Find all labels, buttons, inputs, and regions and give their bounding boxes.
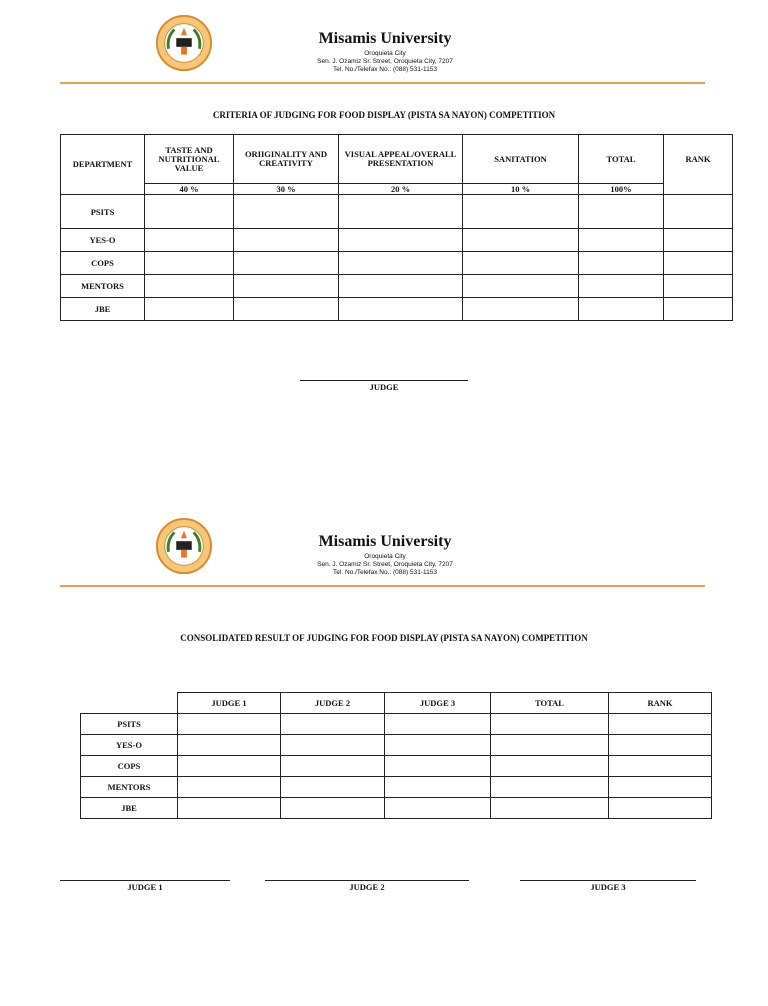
header-sanitation: SANITATION [463,135,579,184]
score-cell[interactable] [385,756,491,777]
row-label: PSITS [81,714,178,735]
score-cell[interactable] [579,275,664,298]
score-cell[interactable] [579,229,664,252]
score-cell[interactable] [178,756,281,777]
score-cell[interactable] [491,735,609,756]
score-cell[interactable] [145,275,234,298]
score-cell[interactable] [281,714,385,735]
header-rank: RANK [609,693,712,714]
header-visual: VISUAL APPEAL/OVERALL PRESENTATION [339,135,463,184]
table-row [81,714,712,735]
judge1-signature-line[interactable] [60,880,230,881]
score-cell[interactable] [664,298,733,321]
score-cell[interactable] [579,252,664,275]
row-label: YES-O [81,735,178,756]
score-cell[interactable] [664,195,733,229]
weight-taste: 40 % [145,184,234,195]
score-cell[interactable] [463,298,579,321]
row-label: COPS [61,252,145,275]
judge2-signature-label: JUDGE 2 [349,882,385,892]
judge-signature-line[interactable] [300,380,468,381]
score-cell[interactable] [385,798,491,819]
row-label: JBE [81,798,178,819]
score-cell[interactable] [339,298,463,321]
score-cell[interactable] [339,275,463,298]
weight-visual: 20 % [339,184,463,195]
university-seal-icon [155,517,213,575]
score-cell[interactable] [463,252,579,275]
table-row [61,229,733,252]
university-street: Sen. J. Ozamiz Sr. Street, Oroquieta City, 7207 [317,58,453,65]
row-label: COPS [81,756,178,777]
score-cell[interactable] [234,195,339,229]
empty-corner [81,693,178,714]
score-cell[interactable] [664,229,733,252]
score-cell[interactable] [234,275,339,298]
table-row [61,298,733,321]
table-row [81,756,712,777]
score-cell[interactable] [145,195,234,229]
score-cell[interactable] [281,777,385,798]
score-cell[interactable] [491,798,609,819]
score-cell[interactable] [178,714,281,735]
score-cell[interactable] [178,777,281,798]
score-cell[interactable] [609,777,712,798]
header-judge3: JUDGE 3 [385,693,491,714]
score-cell[interactable] [579,298,664,321]
score-cell[interactable] [609,798,712,819]
score-cell[interactable] [145,298,234,321]
university-street: Sen. J. Ozamiz Sr. Street, Oroquieta City, 7207 [317,561,453,568]
header-department: DEPARTMENT [61,135,145,195]
table-row [81,777,712,798]
score-cell[interactable] [178,735,281,756]
score-cell[interactable] [281,798,385,819]
score-cell[interactable] [609,756,712,777]
score-cell[interactable] [491,714,609,735]
university-phone: Tel. No./Telefax No.: (088) 531-1153 [333,569,437,576]
university-name: Misamis University [318,30,452,47]
score-cell[interactable] [234,229,339,252]
judge2-signature-line[interactable] [265,880,469,881]
row-label: PSITS [61,195,145,229]
row-label: MENTORS [61,275,145,298]
header-total: TOTAL [491,693,609,714]
university-name: Misamis University [318,533,452,550]
criteria-title: CRITERIA OF JUDGING FOR FOOD DISPLAY (PISTA SA NAYON) COMPETITION [212,110,556,120]
judge-signature-label: JUDGE [369,382,399,392]
score-cell[interactable] [281,735,385,756]
criteria-table [60,134,733,321]
consolidated-title: CONSOLIDATED RESULT OF JUDGING FOR FOOD DISPLAY (PISTA SA NAYON) COMPETITION [180,633,588,643]
score-cell[interactable] [234,252,339,275]
header-judge1: JUDGE 1 [178,693,281,714]
score-cell[interactable] [463,275,579,298]
score-cell[interactable] [234,298,339,321]
score-cell[interactable] [609,714,712,735]
score-cell[interactable] [463,229,579,252]
table-row [61,252,733,275]
university-city: Oroquieta City [364,553,406,560]
score-cell[interactable] [145,229,234,252]
score-cell[interactable] [145,252,234,275]
table-row [81,735,712,756]
header-originality: ORIIGINALITY AND CREATIVITY [234,135,339,184]
table-row [61,195,733,229]
score-cell[interactable] [339,195,463,229]
score-cell[interactable] [491,756,609,777]
header-judge2: JUDGE 2 [281,693,385,714]
table-row [81,798,712,819]
score-cell[interactable] [664,252,733,275]
judge1-signature-label: JUDGE 1 [127,882,163,892]
score-cell[interactable] [178,798,281,819]
score-cell[interactable] [385,777,491,798]
weight-sanitation: 10 % [463,184,579,195]
university-phone: Tel. No./Telefax No.: (088) 531-1153 [333,66,437,73]
header-rule [60,585,705,587]
score-cell[interactable] [664,275,733,298]
score-cell[interactable] [609,735,712,756]
row-label: MENTORS [81,777,178,798]
score-cell[interactable] [385,735,491,756]
row-label: YES-O [61,229,145,252]
row-label: JBE [61,298,145,321]
score-cell[interactable] [339,229,463,252]
header-rank: RANK [664,135,733,195]
weight-originality: 30 % [234,184,339,195]
table-row [61,275,733,298]
score-cell[interactable] [463,195,579,229]
score-cell[interactable] [339,252,463,275]
score-cell[interactable] [491,777,609,798]
judge3-signature-line[interactable] [520,880,696,881]
weight-total: 100% [579,184,664,195]
university-city: Oroquieta City [364,50,406,57]
score-cell[interactable] [385,714,491,735]
consolidated-table [80,692,712,819]
score-cell[interactable] [281,756,385,777]
university-seal-icon [155,14,213,72]
score-cell[interactable] [579,195,664,229]
header-taste: TASTE AND NUTRITIONAL VALUE [145,135,234,184]
judge3-signature-label: JUDGE 3 [590,882,626,892]
header-total: TOTAL [579,135,664,184]
header-rule [60,82,705,84]
